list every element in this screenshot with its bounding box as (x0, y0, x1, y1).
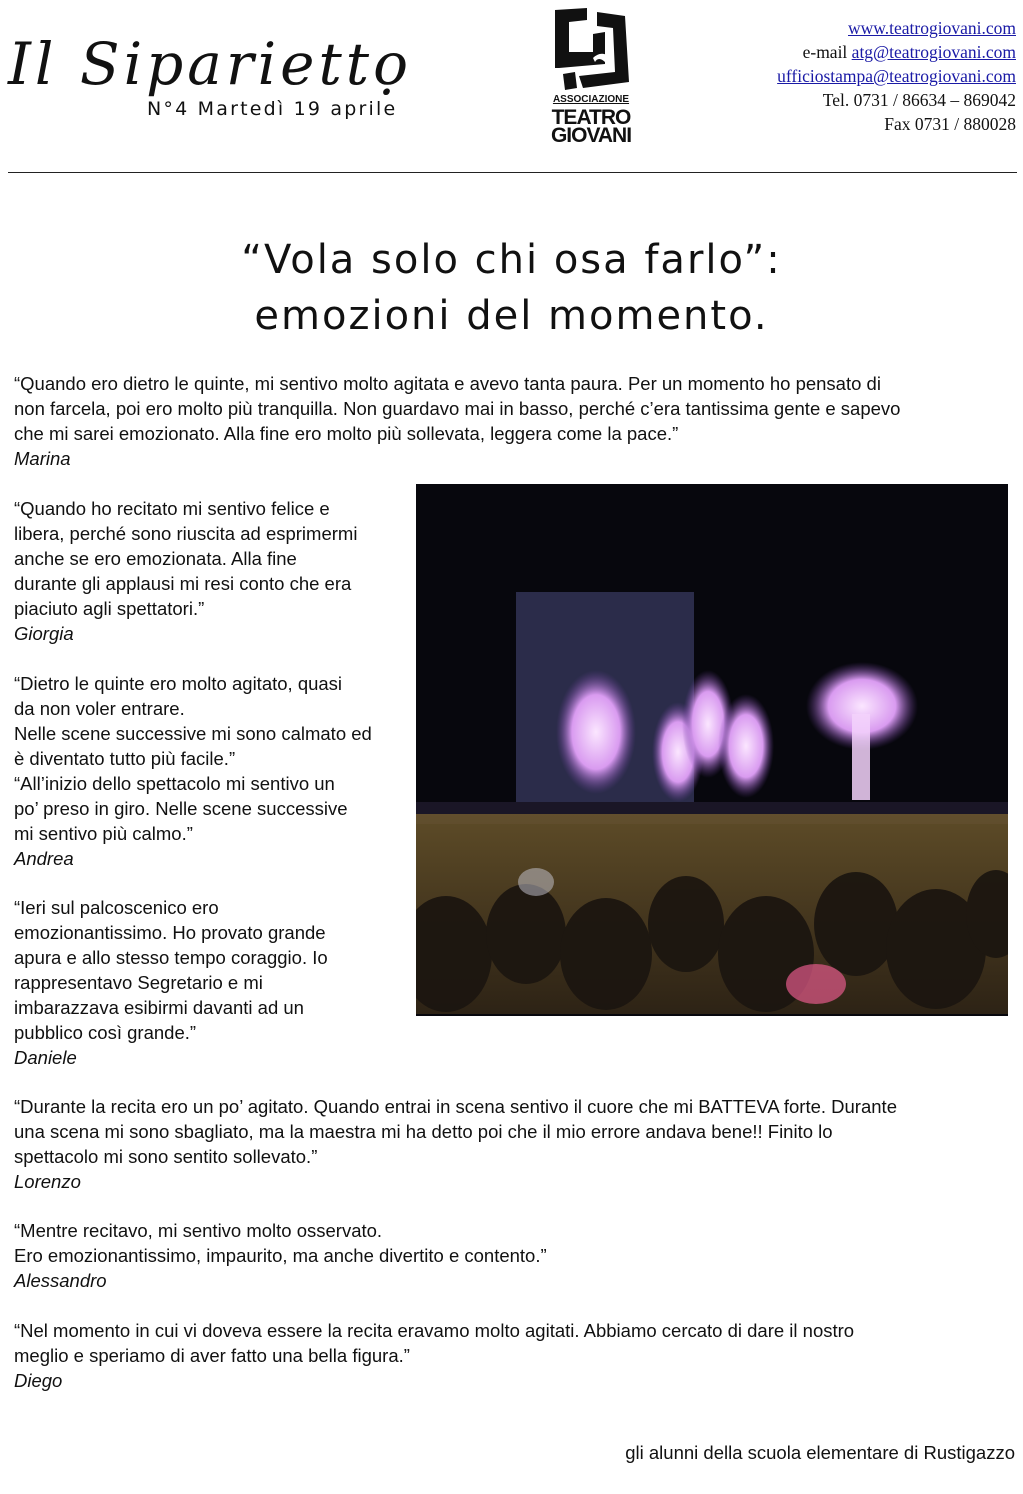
quote-author: Daniele (14, 1047, 77, 1068)
theatre-mask-logo-icon (535, 6, 647, 96)
quote-line: mi sentivo più calmo.” (14, 823, 193, 844)
quote-daniele (14, 895, 409, 1070)
quote-line: “All’inizio dello spettacolo mi sentivo un (14, 773, 335, 794)
quote-line: spettacolo mi sono sentito sollevato.” (14, 1146, 318, 1167)
quote-line: meglio e speriamo di aver fatto una bella figura.” (14, 1345, 410, 1366)
email-link[interactable]: atg@teatrogiovani.com (851, 42, 1016, 62)
logo-association-text: ASSOCIAZIONE (552, 94, 630, 105)
quote-line: emozionantissimo. Ho provato grande (14, 922, 326, 943)
quote-line: “Quando ho recitato mi sentivo felice e (14, 498, 330, 519)
quote-line: una scena mi sono sbagliato, ma la maestra mi ha detto poi che il mio errore andava bene!! Finito lo (14, 1121, 833, 1142)
quote-line: pubblico così grande.” (14, 1022, 197, 1043)
quote-diego (14, 1318, 1014, 1393)
stage-performance-photo (416, 484, 1008, 1016)
quote-line: po’ preso in giro. Nelle scene successive (14, 798, 348, 819)
telephone: Tel. 0731 / 86634 – 869042 (822, 90, 1016, 110)
quote-author: Marina (14, 448, 71, 469)
headline-line-1: “Vola solo chi osa farlo”: (241, 237, 782, 283)
quote-line: da non voler entrare. (14, 698, 185, 719)
quote-line: “Durante la recita ero un po’ agitato. Quando entrai in scena sentivo il cuore che mi BATTEVA forte. Durante (14, 1096, 897, 1117)
quote-author: Alessandro (14, 1270, 107, 1291)
quote-line: rappresentavo Segretario e mi (14, 972, 263, 993)
quote-line: imbarazzava esibirmi davanti ad un (14, 997, 304, 1018)
quote-line: “Quando ero dietro le quinte, mi sentivo molto agitata e avevo tanta paura. Per un momento ho pensato di (14, 373, 881, 394)
email-label: e-mail (802, 42, 848, 62)
quote-marina (14, 371, 1014, 471)
quote-author: Giorgia (14, 623, 74, 644)
quote-author: Lorenzo (14, 1171, 81, 1192)
quote-line: “Mentre recitavo, mi sentivo molto osservato. (14, 1220, 383, 1241)
issue-line: N°4 Martedì 19 aprile (147, 98, 398, 120)
quote-line: libera, perché sono riuscita ad esprimermi (14, 523, 358, 544)
headline-line-2: emozioni del momento. (254, 293, 769, 339)
newsletter-title: Il Sipariettọ (8, 30, 413, 98)
quote-line: “Nel momento in cui vi doveva essere la recita eravamo molto agitati. Abbiamo cercato di dare il nostro (14, 1320, 855, 1341)
stage-photo-image (416, 484, 1008, 1016)
quote-andrea (14, 671, 409, 871)
quote-line: che mi sarei emozionato. Alla fine ero molto più sollevata, leggera come la pace.” (14, 423, 679, 444)
quote-lorenzo (14, 1094, 1014, 1194)
quote-alessandro (14, 1218, 1014, 1293)
quote-line: piaciuto agli spettatori.” (14, 598, 205, 619)
press-email-link[interactable]: ufficiostampa@teatrogiovani.com (777, 66, 1016, 86)
contact-block (777, 16, 1016, 136)
quote-giorgia (14, 496, 409, 646)
quote-author: Andrea (14, 848, 74, 869)
quote-line: “Ieri sul palcoscenico ero (14, 897, 219, 918)
quote-line: durante gli applausi mi resi conto che era (14, 573, 352, 594)
article-signature: gli alunni della scuola elementare di Rustigazzo (625, 1442, 1015, 1463)
logo-teatro-text: TEATRO (551, 106, 631, 129)
article-headline (0, 232, 1023, 344)
header-divider (8, 172, 1017, 173)
quote-line: Nelle scene successive mi sono calmato ed (14, 723, 372, 744)
quote-line: “Dietro le quinte ero molto agitato, quasi (14, 673, 343, 694)
quote-author: Diego (14, 1370, 63, 1391)
teatro-giovani-logo (535, 6, 647, 148)
quote-line: apura e allo stesso tempo coraggio. Io (14, 947, 328, 968)
quote-line: è diventato tutto più facile.” (14, 748, 236, 769)
fax: Fax 0731 / 880028 (884, 114, 1016, 134)
quote-line: Ero emozionantissimo, impaurito, ma anche divertito e contento.” (14, 1245, 547, 1266)
quote-line: anche se ero emozionata. Alla fine (14, 548, 297, 569)
website-link[interactable]: www.teatrogiovani.com (848, 18, 1016, 38)
logo-giovani-text: GIOVANI (550, 124, 632, 147)
quote-line: non farcela, poi ero molto più tranquilla. Non guardavo mai in basso, perché c’era tantissima gente e sapevo (14, 398, 901, 419)
